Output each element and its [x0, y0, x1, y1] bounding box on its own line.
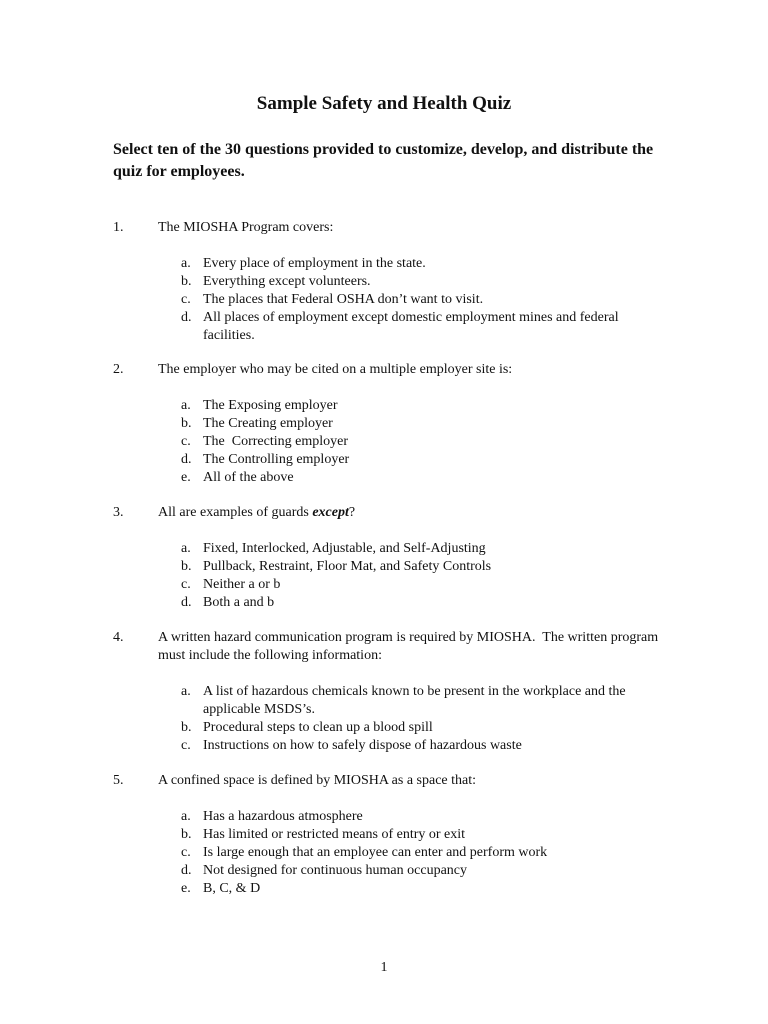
answer-option: [113, 540, 673, 558]
option-text: The Controlling employer: [203, 452, 350, 467]
option-letter: d.: [181, 595, 192, 610]
answer-option: [113, 594, 673, 612]
option-letter: c.: [181, 577, 191, 592]
answer-option: [113, 291, 673, 309]
question-text: The employer who may be cited on a multiple employer site is:: [158, 362, 513, 377]
answer-options: [113, 683, 673, 755]
option-text: Has limited or restricted means of entry or exit: [203, 827, 466, 842]
option-letter: d.: [181, 310, 192, 325]
answer-option: [113, 415, 673, 433]
option-letter: a.: [181, 541, 191, 556]
answer-options: [113, 808, 673, 898]
question-4: [113, 629, 673, 755]
question-text: A written hazard communication program is required by MIOSHA. The written program must include the following information:: [158, 630, 662, 663]
option-letter: c.: [181, 292, 191, 307]
option-text: Procedural steps to clean up a blood spill: [203, 720, 433, 735]
option-text: The Correcting employer: [203, 434, 349, 449]
answer-option: [113, 826, 673, 844]
answer-option: [113, 255, 673, 273]
option-letter: c.: [181, 738, 191, 753]
option-text: The places that Federal OSHA don’t want to visit.: [203, 292, 484, 307]
answer-options: [113, 255, 673, 345]
answer-option: [113, 737, 673, 755]
answer-option: [113, 433, 673, 451]
option-letter: b.: [181, 274, 192, 289]
question-text-end: ?: [348, 505, 356, 520]
answer-option: [113, 808, 673, 826]
answer-option: [113, 862, 673, 880]
option-letter: e.: [181, 470, 191, 485]
answer-option: [113, 273, 673, 291]
page-number: 1: [380, 960, 388, 975]
answer-option: [113, 719, 673, 737]
answer-option: [113, 469, 673, 487]
question-text-start: All are examples of guards: [158, 505, 313, 520]
option-letter: b.: [181, 720, 192, 735]
question-number: 1.: [113, 220, 124, 235]
question-text: A confined space is defined by MIOSHA as a space that:: [158, 773, 477, 788]
option-text: Both a and b: [203, 595, 275, 610]
answer-option: [113, 683, 673, 719]
option-text: B, C, & D: [203, 881, 261, 896]
answer-option: [113, 397, 673, 415]
answer-option: [113, 558, 673, 576]
option-letter: a.: [181, 684, 191, 699]
option-text: A list of hazardous chemicals known to be present in the workplace and the applicable MSDS’s.: [203, 684, 626, 717]
option-text: The Exposing employer: [203, 398, 338, 413]
page-title: Sample Safety and Health Quiz: [256, 93, 512, 114]
option-letter: d.: [181, 863, 192, 878]
option-text: Pullback, Restraint, Floor Mat, and Safety Controls: [203, 559, 492, 574]
question-emphasis: except: [312, 505, 349, 520]
answer-option: [113, 576, 673, 594]
answer-options: [113, 397, 673, 487]
question-text: The MIOSHA Program covers:: [158, 220, 334, 235]
intro-instructions: Select ten of the 30 questions provided to customize, develop, and distribute the quiz for employees.: [113, 141, 654, 180]
option-text: Every place of employment in the state.: [203, 256, 426, 271]
question-2: [113, 361, 673, 487]
question-number: 4.: [113, 630, 124, 645]
answer-option: [113, 451, 673, 469]
option-text: All places of employment except domestic employment mines and federal facilities.: [203, 310, 619, 343]
option-letter: b.: [181, 827, 192, 842]
option-letter: a.: [181, 398, 191, 413]
option-letter: c.: [181, 845, 191, 860]
option-text: All of the above: [203, 470, 294, 485]
option-letter: a.: [181, 809, 191, 824]
question-3: [113, 504, 673, 612]
option-letter: b.: [181, 416, 192, 431]
question-number: 5.: [113, 773, 124, 788]
question-number: 3.: [113, 505, 124, 520]
option-letter: a.: [181, 256, 191, 271]
question-5: [113, 772, 673, 898]
answer-option: [113, 880, 673, 898]
option-letter: e.: [181, 881, 191, 896]
question-1: [113, 219, 673, 345]
option-text: Not designed for continuous human occupancy: [203, 863, 467, 878]
option-letter: c.: [181, 434, 191, 449]
option-letter: b.: [181, 559, 192, 574]
option-text: Is large enough that an employee can enter and perform work: [203, 845, 548, 860]
option-text: Neither a or b: [203, 577, 281, 592]
question-text: [158, 504, 673, 522]
option-letter: d.: [181, 452, 192, 467]
option-text: The Creating employer: [203, 416, 333, 431]
answer-options: [113, 540, 673, 612]
option-text: Everything except volunteers.: [203, 274, 371, 289]
option-text: Fixed, Interlocked, Adjustable, and Self-Adjusting: [203, 541, 486, 556]
option-text: Has a hazardous atmosphere: [203, 809, 363, 824]
option-text: Instructions on how to safely dispose of hazardous waste: [203, 738, 522, 753]
answer-option: [113, 309, 673, 345]
answer-option: [113, 844, 673, 862]
question-number: 2.: [113, 362, 124, 377]
